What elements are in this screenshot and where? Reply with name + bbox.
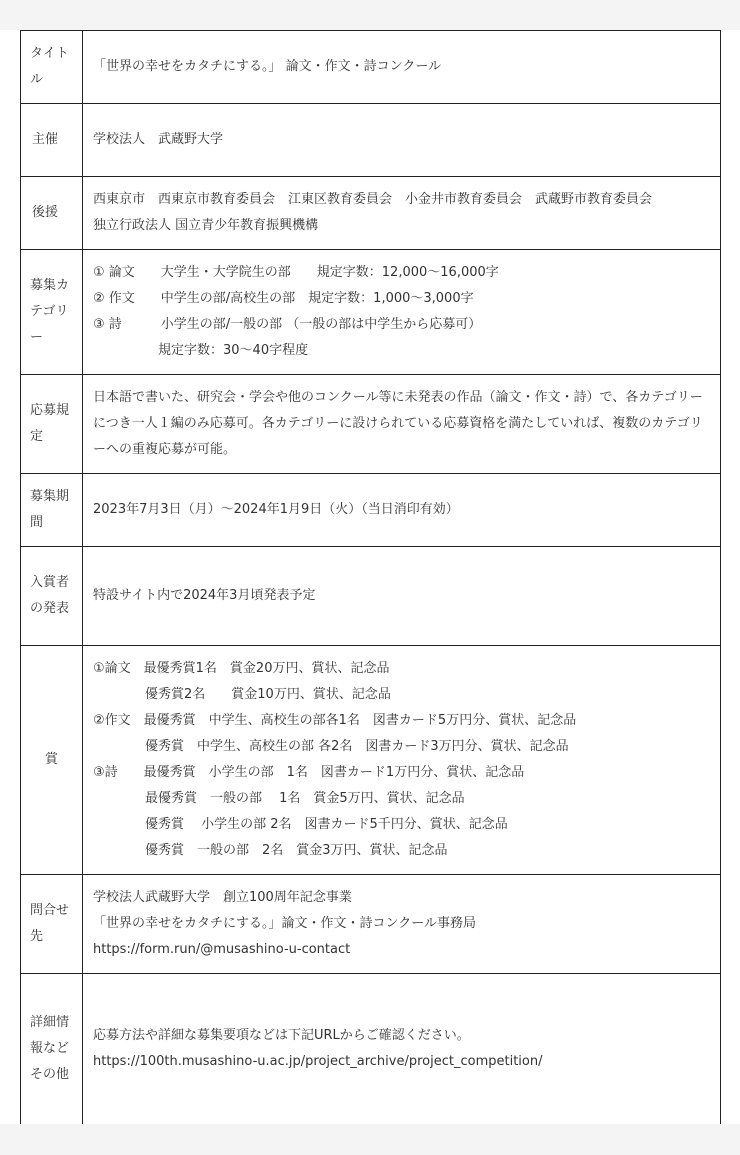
row-period-value — [83, 474, 721, 547]
prize-line: ①論文 最優秀賞1名 賞金20万円、賞状、記念品 — [93, 661, 390, 676]
row-categories-value — [83, 250, 721, 375]
row-period-label: 募集期間 — [21, 474, 83, 547]
row-details-label: 詳細情報などその他 — [21, 974, 83, 1125]
category-line: ③ 詩 小学生の部/一般の部 （一般の部は中学生から応募可） — [93, 317, 482, 332]
period-text: 2023年7月3日（月）～2024年1月9日（火）（当日消印有効） — [93, 502, 459, 517]
details-line: 応募方法や詳細な募集要項などは下記URLからご確認ください。 — [93, 1028, 470, 1043]
row-prizes-value — [83, 646, 721, 875]
row-organizer-value — [83, 104, 721, 177]
page-bottom-band — [0, 1124, 740, 1155]
contact-line: 「世界の幸せをカタチにする。」論文・作文・詩コンクール事務局 — [93, 916, 476, 931]
organizer-text: 学校法人 武蔵野大学 — [93, 132, 224, 147]
row-period — [21, 474, 721, 547]
contact-url[interactable]: https://form.run/@musashino-u-contact — [93, 942, 351, 957]
row-announcement-label: 入賞者の発表 — [21, 547, 83, 646]
contest-info-table — [20, 30, 721, 1125]
row-title-label: タイトル — [21, 31, 83, 104]
row-details — [21, 974, 721, 1125]
support-line: 西東京市 西東京市教育委員会 江東区教育委員会 小金井市教育委員会 武蔵野市教育委員会 — [93, 192, 653, 207]
row-contact — [21, 875, 721, 974]
row-title — [21, 31, 721, 104]
row-rules-value — [83, 375, 721, 474]
row-prizes-label: 賞 — [21, 646, 83, 875]
category-line: 規定字数：30〜40字程度 — [93, 343, 309, 358]
contest-title: 「世界の幸せをカタチにする。」 論文・作文・詩コンクール — [93, 59, 442, 74]
row-announcement — [21, 547, 721, 646]
row-categories-label: 募集カテゴリー — [21, 250, 83, 375]
prize-line: 最優秀賞 一般の部 1名 賞金5万円、賞状、記念品 — [93, 791, 465, 806]
announcement-text: 特設サイト内で2024年3月頃発表予定 — [93, 588, 316, 603]
page-top-band — [0, 0, 740, 30]
rules-text: 日本語で書いた、研究会・学会や他のコンクール等に未発表の作品（論文・作文・詩）で、各カテゴリーにつき一人１編のみ応募可。各カテゴリーに設けられている応募資格を満たしていれば、複数のカテゴリーへの重複応募が可能。 — [93, 390, 703, 457]
row-organizer — [21, 104, 721, 177]
prize-line: ②作文 最優秀賞 中学生、高校生の部各1名 図書カード5万円分、賞状、記念品 — [93, 713, 577, 728]
contact-line: 学校法人武蔵野大学 創立100周年記念事業 — [93, 890, 352, 905]
row-support — [21, 177, 721, 250]
prize-line: 優秀賞2名 賞金10万円、賞状、記念品 — [93, 687, 391, 702]
row-announcement-value — [83, 547, 721, 646]
row-details-value — [83, 974, 721, 1125]
row-support-value — [83, 177, 721, 250]
prize-line: 優秀賞 小学生の部 2名 図書カード5千円分、賞状、記念品 — [93, 817, 508, 832]
row-rules-label: 応募規定 — [21, 375, 83, 474]
row-organizer-label: 主催 — [21, 104, 83, 177]
row-prizes — [21, 646, 721, 875]
row-contact-value — [83, 875, 721, 974]
prize-line: 優秀賞 中学生、高校生の部 各2名 図書カード3万円分、賞状、記念品 — [93, 739, 569, 754]
row-contact-label: 問合せ先 — [21, 875, 83, 974]
prize-line: 優秀賞 一般の部 2名 賞金3万円、賞状、記念品 — [93, 843, 448, 858]
category-line: ① 論文 大学生・大学院生の部 規定字数：12,000〜16,000字 — [93, 265, 499, 280]
row-rules — [21, 375, 721, 474]
category-line: ② 作文 中学生の部/高校生の部 規定字数：1,000〜3,000字 — [93, 291, 474, 306]
row-categories — [21, 250, 721, 375]
prize-line: ③詩 最優秀賞 小学生の部 1名 図書カード1万円分、賞状、記念品 — [93, 765, 525, 780]
support-line: 独立行政法人 国立青少年教育振興機構 — [93, 218, 319, 233]
row-title-value — [83, 31, 721, 104]
details-url[interactable]: https://100th.musashino-u.ac.jp/project_archive/project_competition/ — [93, 1054, 543, 1069]
row-support-label: 後援 — [21, 177, 83, 250]
